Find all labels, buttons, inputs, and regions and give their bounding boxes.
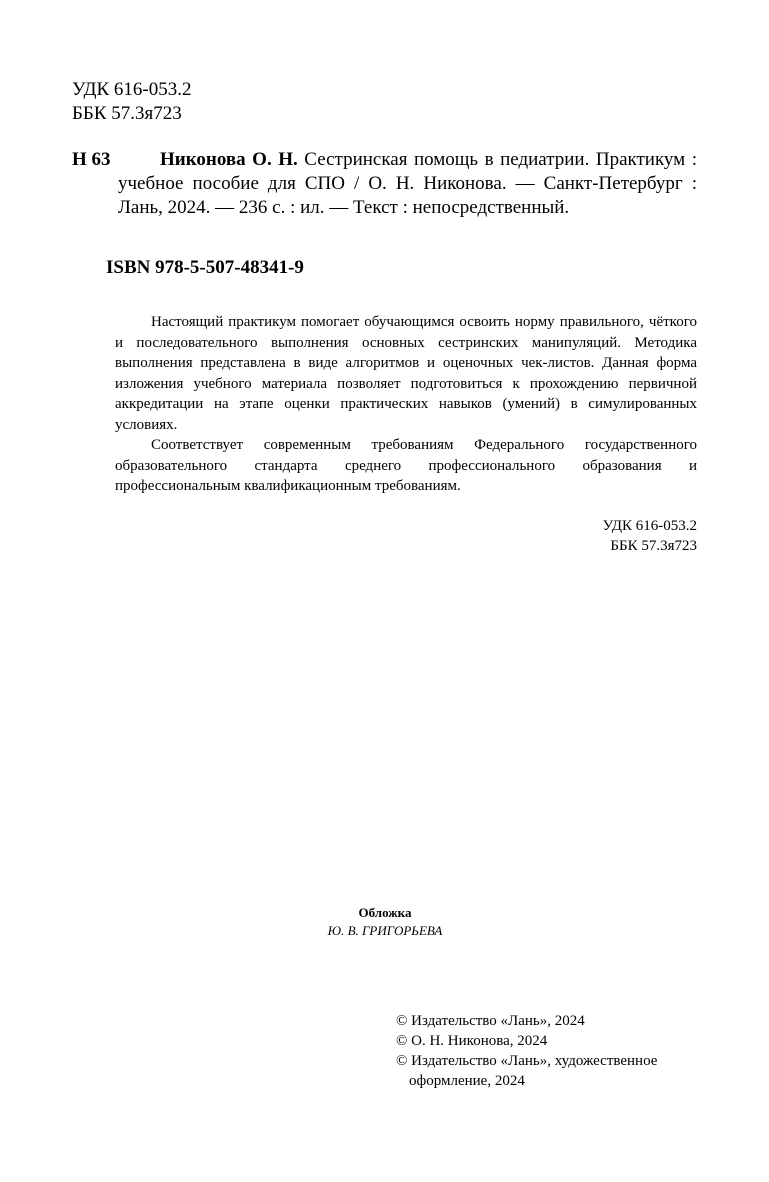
catalog-record (72, 148, 697, 220)
author-name: Никонова О. Н. (160, 149, 298, 170)
udk-footer (500, 516, 697, 556)
isbn: ISBN 978-5-507-48341-9 (106, 257, 304, 278)
description-text: Сестринская помощь в педиатрии. Практикум : учебное пособие для СПО / О. Н. Никонова. — Санкт-Петербург : Лань, 2024. — 236 с. : ил. — Текст : непосредственный. (118, 149, 697, 218)
udk-code: УДК 616-053.2 (72, 79, 192, 100)
copyright-line: © Издательство «Лань», художественное оформление, 2024 (396, 1053, 658, 1089)
annotation (115, 312, 697, 497)
copyright-block (396, 1011, 706, 1091)
copyright-line: © О. Н. Никонова, 2024 (396, 1033, 548, 1049)
cover-designer: Ю. В. ГРИГОРЬЕВА (327, 923, 443, 938)
annotation-paragraph-2: Соответствует современным требованиям Федерального государственного образовательного стандарта среднего профессионального образования и профессиональным квалификационным требованиям. (115, 437, 697, 494)
udk-code-bottom: УДК 616-053.2 (602, 518, 697, 534)
copyright-line: © Издательство «Лань», 2024 (396, 1013, 585, 1029)
annotation-paragraph-1: Настоящий практикум помогает обучающимся освоить норму правильного, чёткого и последовательного выполнения основных сестринских манипуляций. Методика выполнения представлена в виде алгоритмов и оценочных чек-листов. Данная форма изложения учебного материала позволяет подготовиться к прохождению первичной аккредитации на этапе оценки практических навыков (умений) в симулированных условиях. (115, 314, 697, 433)
udk-header (72, 78, 192, 126)
cover-label: Обложка (358, 905, 412, 920)
bibliographic-description (118, 148, 697, 220)
bbk-code-bottom: ББК 57.3я723 (610, 538, 697, 554)
author-mark: Н 63 (72, 149, 111, 170)
bbk-code: ББК 57.3я723 (72, 103, 182, 124)
cover-credit (200, 904, 570, 940)
